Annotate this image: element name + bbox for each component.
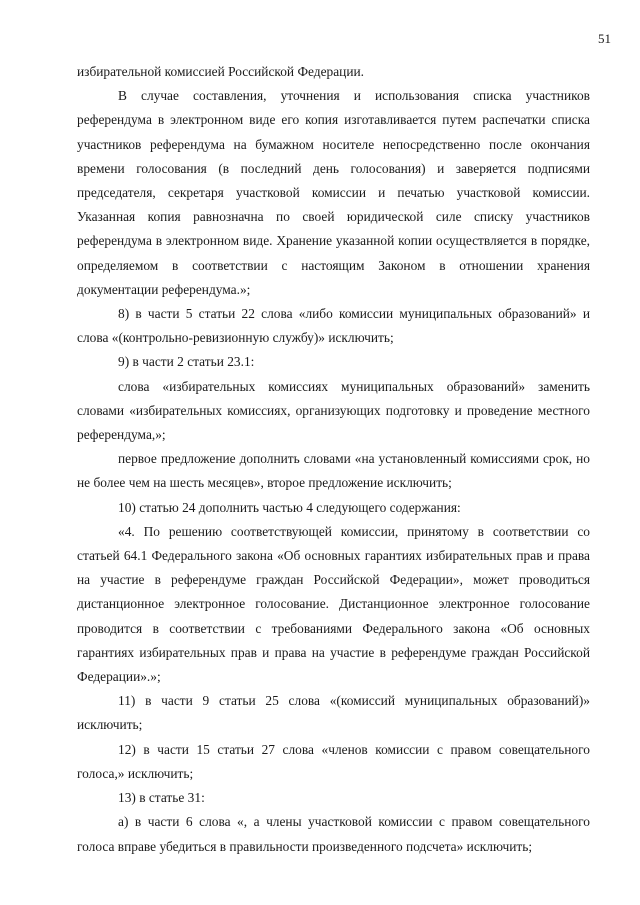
- paragraph-6: первое предложение дополнить словами «на установленный комиссиями срок, но не более чем на шесть месяцев», второе предложение исключить;: [77, 451, 590, 491]
- paragraph-3: 8) в части 5 статьи 22 слова «либо комиссии муниципальных образований» и слова «(контрольно-ревизионную службу)» исключить;: [77, 306, 590, 346]
- document-body: [77, 60, 590, 859]
- paragraph-9: 11) в части 9 статьи 25 слова «(комиссий муниципальных образований)» исключить;: [77, 693, 590, 733]
- paragraph-5: слова «избирательных комиссиях муниципальных образований» заменить словами «избирательных комиссиях, организующих подготовку и проведение местного референдума,»;: [77, 378, 590, 443]
- paragraph-8: «4. По решению соответствующей комиссии, принятому в соответствии со статьей 64.1 Федерального закона «Об основных гарантиях избирательных прав и права на участие в референдуме граждан Российской Федерации», может проводиться дистанционное электронное голосование. Дистанционное электронное голосование проводится в соответствии с требованиями Федерального закона «Об основных гарантиях избирательных прав и права на участие в референдуме граждан Российской Федерации».»;: [77, 523, 590, 685]
- paragraph-2: В случае составления, уточнения и использования списка участников референдума в электронном виде его копия изготавливается путем распечатки списка участников референдума на бумажном носителе непосредственно после окончания времени голосования (в последний день голосования) и заверяется подписями председателя, секретаря участковой комиссии и печатью участковой комиссии. Указанная копия равнозначна по своей юридической силе списку участников референдума в электронном виде. Хранение указанной копии осуществляется в порядке, определяемом в соответствии с настоящим Законом в отношении хранения документации референдума.»;: [77, 88, 590, 297]
- paragraph-4: 9) в части 2 статьи 23.1:: [118, 354, 255, 370]
- paragraph-1: избирательной комиссией Российской Федерации.: [77, 64, 365, 79]
- paragraph-7: 10) статью 24 дополнить частью 4 следующего содержания:: [118, 499, 461, 515]
- page-number: 51: [598, 31, 611, 46]
- paragraph-12: а) в части 6 слова «, а члены участковой комиссии с правом совещательного голоса вправе убедиться в правильности произведенного подсчета» исключить;: [77, 814, 590, 854]
- paragraph-11: 13) в статье 31:: [118, 790, 205, 806]
- paragraph-10: 12) в части 15 статьи 27 слова «членов комиссии с правом совещательного голоса,» исключить;: [77, 741, 590, 781]
